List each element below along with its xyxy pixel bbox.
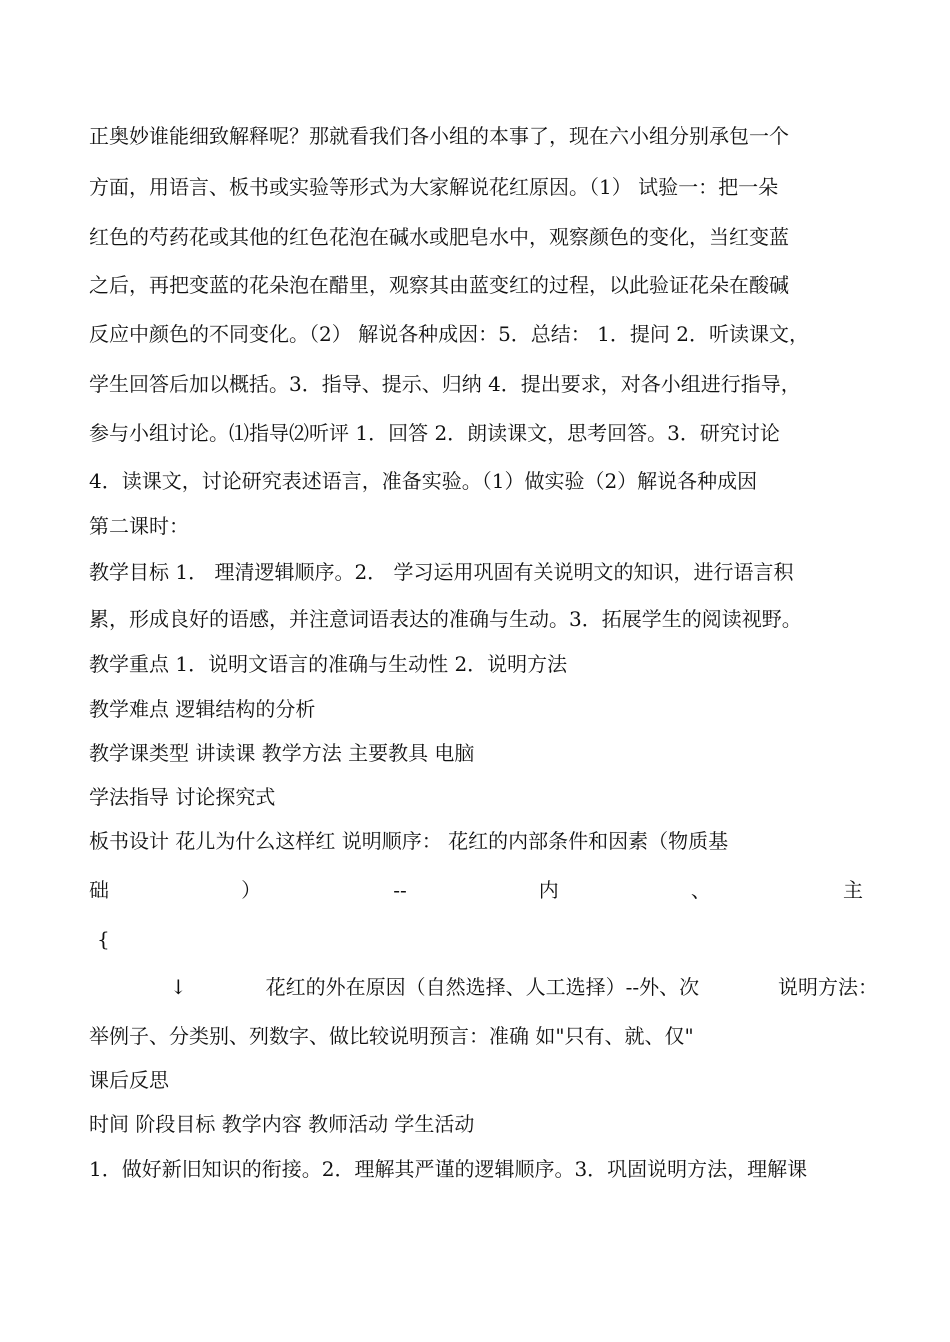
board-external-row (170, 974, 878, 1000)
paragraph-line: 反应中颜色的不同变化。（2） 解说各种成因：5．总结： 1．提问 2．听读课文， (89, 322, 809, 346)
board-cell: 、 (690, 878, 711, 902)
examples-line: 举例子、分类别、列数字、做比较说明预言：准确 如"只有、就、仅" (89, 1024, 694, 1048)
reflection-heading: 课后反思 (89, 1068, 169, 1092)
board-design-line: 板书设计 花儿为什么这样红 说明顺序： 花红的内部条件和因素（物质基 (89, 829, 729, 853)
section-heading: 第二课时： (89, 514, 189, 538)
paragraph-line: 1．做好新旧知识的衔接。2．理解其严谨的逻辑顺序。3．巩固说明方法，理解课 (89, 1157, 808, 1181)
board-cell: 础 (89, 878, 109, 902)
paragraph-line: 之后，再把变蓝的花朵泡在醋里，观察其由蓝变红的过程，以此验证花朵在酸碱 (89, 273, 789, 297)
paragraph-line: 正奥妙谁能细致解释呢？那就看我们各小组的本事了，现在六小组分别承包一个 (89, 124, 789, 148)
down-arrow-icon: ↓ (170, 975, 187, 999)
lesson-type-line: 教学课类型 讲读课 教学方法 主要教具 电脑 (89, 741, 475, 765)
board-cell: 内 (538, 878, 559, 902)
paragraph-line: 方面，用语言、板书或实验等形式为大家解说花红原因。（1） 试验一：把一朵 (89, 175, 779, 199)
paragraph-line: 红色的芍药花或其他的红色花泡在碱水或肥皂水中，观察颜色的变化，当红变蓝 (89, 225, 789, 249)
board-design-row (89, 877, 863, 903)
paragraph-line: 参与小组讨论。⑴指导⑵听评 1．回答 2．朗读课文，思考回答。3．研究讨论 (89, 421, 780, 445)
board-cell: -- (393, 878, 407, 902)
objectives-line: 累，形成良好的语感，并注意词语表达的准确与生动。3．拓展学生的阅读视野。 (89, 607, 802, 631)
external-cause-text: 花红的外在原因（自然选择、人工选择）--外、次 (265, 975, 700, 999)
study-guide-line: 学法指导 讨论探究式 (89, 785, 276, 809)
board-cell: 主 (842, 878, 863, 902)
method-label: 说明方法： (778, 975, 878, 999)
objectives-line: 教学目标 1． 理清逻辑顺序。2． 学习运用巩固有关说明文的知识，进行语言积 (89, 560, 794, 584)
paragraph-line: 学生回答后加以概括。3．指导、提示、归纳 4．提出要求，对各小组进行指导， (89, 372, 801, 396)
paragraph-line: 4．读课文，讨论研究表述语言，准备实验。（1）做实验（2）解说各种成因 (89, 469, 758, 493)
brace-symbol: { (97, 927, 110, 951)
table-header-line: 时间 阶段目标 教学内容 教师活动 学生活动 (89, 1112, 475, 1136)
difficulty-line: 教学难点 逻辑结构的分析 (89, 697, 316, 721)
board-cell: ） (241, 878, 262, 902)
key-points-line: 教学重点 1．说明文语言的准确与生动性 2．说明方法 (89, 652, 568, 676)
